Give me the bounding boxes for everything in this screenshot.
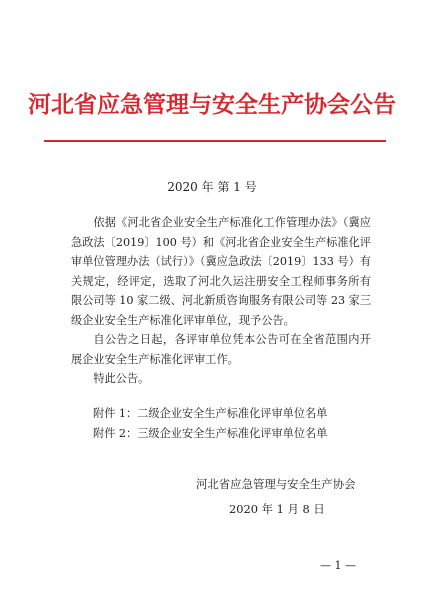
body-paragraph-effective: 自公告之日起，各评审单位凭本公告可在全省范围内开展企业安全生产标准化评审工作。 (71, 333, 371, 366)
attachment-item-2: 附件 2：三级企业安全生产标准化评审单位名单 (93, 427, 328, 440)
announcement-body (71, 213, 371, 389)
signature-date: 2020 年 1 月 8 日 (229, 502, 325, 516)
page-number: — 1 — (320, 559, 356, 572)
header-red-divider (44, 140, 386, 142)
body-paragraph-basis: 依据《河北省企业安全生产标准化工作管理办法》（冀应急政法〔2019〕100 号）和《河北省企业安全生产标准化评审单位管理办法（试行）》（冀应急政法〔2019〕133 号）有关规定，经评定，选取了河北久运注册安全工程师事务所有限公司等 10 家二级、河北新质咨询服务有限公司等 23 家三级企业安全生产标准化评审单位，现予公告。 (71, 216, 372, 327)
document-number: 2020 年 第 1 号 (167, 180, 257, 194)
announcement-header-title: 河北省应急管理与安全生产协会公告 (28, 92, 396, 118)
attachment-item-1: 附件 1：二级企业安全生产标准化评审单位名单 (93, 407, 328, 420)
body-paragraph-closing: 特此公告。 (93, 372, 150, 385)
issuer-name: 河北省应急管理与安全生产协会 (196, 477, 356, 491)
attachments-list (93, 404, 383, 444)
